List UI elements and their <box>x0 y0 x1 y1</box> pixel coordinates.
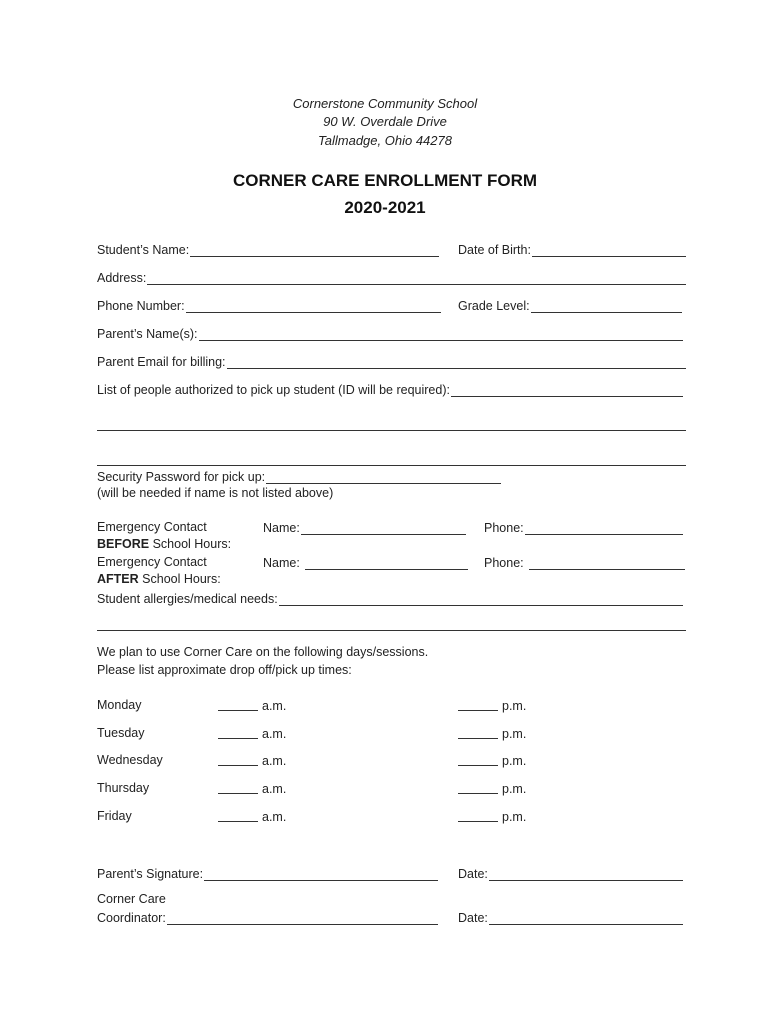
date-of-birth-field[interactable] <box>458 240 686 257</box>
allergies-line[interactable] <box>279 592 683 606</box>
parent-signature-date-field[interactable] <box>458 864 683 881</box>
phone-number-field[interactable] <box>97 296 441 313</box>
emergency-after-label: Emergency Contact <box>97 555 207 569</box>
authorized-pickup-extra-line-1[interactable] <box>97 430 686 431</box>
schedule-intro-line-2: Please list approximate drop off/pick up times: <box>97 663 352 677</box>
authorized-pickup-label: List of people authorized to pick up student (ID will be required): <box>97 383 450 397</box>
emergency-before-label: Emergency Contact <box>97 520 207 534</box>
parent-signature-date-label: Date: <box>458 867 488 881</box>
parent-email-label: Parent Email for billing: <box>97 355 226 369</box>
pm-time-line[interactable] <box>458 753 498 766</box>
day-label: Wednesday <box>97 753 163 767</box>
am-time-line[interactable] <box>218 726 258 739</box>
emergency-after-name-line[interactable] <box>305 556 468 570</box>
parent-signature-label: Parent’s Signature: <box>97 867 204 881</box>
address-field[interactable] <box>97 268 686 285</box>
authorized-pickup-extra-line-2[interactable] <box>97 465 686 466</box>
parent-names-line[interactable] <box>199 327 684 341</box>
am-time-field[interactable] <box>218 753 286 769</box>
coordinator-date-field[interactable] <box>458 908 683 925</box>
am-label: a.m. <box>262 754 287 768</box>
parent-email-line[interactable] <box>227 355 686 369</box>
day-label: Monday <box>97 698 142 712</box>
parent-names-field[interactable] <box>97 324 683 341</box>
pm-time-line[interactable] <box>458 698 498 711</box>
am-time-field[interactable] <box>218 781 286 797</box>
address-label: Address: <box>97 271 147 285</box>
am-time-line[interactable] <box>218 809 258 822</box>
am-time-line[interactable] <box>218 698 258 711</box>
authorized-pickup-line[interactable] <box>451 383 683 397</box>
school-city: Tallmadge, Ohio 44278 <box>318 133 452 148</box>
day-label: Friday <box>97 809 132 823</box>
emergency-after-phone-label: Phone: <box>484 556 524 570</box>
emergency-before-hours <box>97 537 231 552</box>
security-password-line[interactable] <box>266 470 501 484</box>
am-label: a.m. <box>262 782 287 796</box>
pm-label: p.m. <box>502 782 527 796</box>
emergency-after-phone-field[interactable] <box>484 553 685 570</box>
am-label: a.m. <box>262 699 287 713</box>
date-of-birth-line[interactable] <box>532 243 686 257</box>
date-of-birth-label: Date of Birth: <box>458 243 531 257</box>
parent-email-field[interactable] <box>97 352 686 369</box>
student-name-field[interactable] <box>97 240 439 257</box>
pm-time-field[interactable] <box>458 726 526 742</box>
grade-level-line[interactable] <box>531 299 682 313</box>
pm-time-line[interactable] <box>458 809 498 822</box>
pm-time-line[interactable] <box>458 726 498 739</box>
am-time-line[interactable] <box>218 753 258 766</box>
emergency-before-phone-line[interactable] <box>525 521 683 535</box>
grade-level-field[interactable] <box>458 296 682 313</box>
emergency-before-name-field[interactable] <box>263 518 466 535</box>
emergency-before-name-label: Name: <box>263 521 300 535</box>
parent-names-label: Parent’s Name(s): <box>97 327 198 341</box>
allergies-extra-line[interactable] <box>97 630 686 631</box>
after-school-hours-text: School Hours: <box>142 572 221 586</box>
phone-number-label: Phone Number: <box>97 299 185 313</box>
authorized-pickup-field[interactable] <box>97 380 683 397</box>
am-label: a.m. <box>262 810 287 824</box>
am-time-field[interactable] <box>218 698 286 714</box>
am-time-field[interactable] <box>218 809 286 825</box>
emergency-before-phone-field[interactable] <box>484 518 683 535</box>
after-bold-text: AFTER <box>97 572 139 586</box>
emergency-after-name-label: Name: <box>263 556 300 570</box>
pm-time-field[interactable] <box>458 781 526 797</box>
parent-signature-field[interactable] <box>97 864 438 881</box>
pm-time-field[interactable] <box>458 698 526 714</box>
pm-label: p.m. <box>502 810 527 824</box>
emergency-after-phone-line[interactable] <box>529 556 685 570</box>
allergies-label: Student allergies/medical needs: <box>97 592 278 606</box>
pm-label: p.m. <box>502 727 527 741</box>
coordinator-signature-line[interactable] <box>167 911 438 925</box>
emergency-before-phone-label: Phone: <box>484 521 524 535</box>
allergies-field[interactable] <box>97 589 683 606</box>
student-name-line[interactable] <box>190 243 439 257</box>
pm-time-line[interactable] <box>458 781 498 794</box>
address-line[interactable] <box>147 271 686 285</box>
parent-signature-date-line[interactable] <box>489 867 683 881</box>
coordinator-date-label: Date: <box>458 911 488 925</box>
pm-time-field[interactable] <box>458 753 526 769</box>
security-password-label: Security Password for pick up: <box>97 470 266 484</box>
security-password-field[interactable] <box>97 467 501 484</box>
coordinator-date-line[interactable] <box>489 911 683 925</box>
day-label: Tuesday <box>97 726 145 740</box>
pm-label: p.m. <box>502 754 527 768</box>
form-title: CORNER CARE ENROLLMENT FORM <box>232 171 538 190</box>
school-street: 90 W. Overdale Drive <box>323 114 447 129</box>
pm-time-field[interactable] <box>458 809 526 825</box>
schedule-intro-line-1: We plan to use Corner Care on the following days/sessions. <box>97 645 429 659</box>
pm-label: p.m. <box>502 699 527 713</box>
phone-number-line[interactable] <box>186 299 441 313</box>
before-school-hours-text: School Hours: <box>152 537 232 551</box>
emergency-after-hours <box>97 572 221 587</box>
day-label: Thursday <box>97 781 150 795</box>
school-name: Cornerstone Community School <box>292 96 478 111</box>
grade-level-label: Grade Level: <box>458 299 530 313</box>
am-time-field[interactable] <box>218 726 286 742</box>
am-time-line[interactable] <box>218 781 258 794</box>
coordinator-label-line-2: Coordinator: <box>97 911 166 925</box>
coordinator-signature-field[interactable] <box>97 908 438 925</box>
before-bold-text: BEFORE <box>97 537 150 551</box>
parent-signature-line[interactable] <box>204 867 438 881</box>
emergency-after-name-field[interactable] <box>263 553 468 570</box>
security-password-note: (will be needed if name is not listed above) <box>97 486 334 500</box>
form-year: 2020-2021 <box>344 198 426 217</box>
student-name-label: Student’s Name: <box>97 243 190 257</box>
am-label: a.m. <box>262 727 287 741</box>
coordinator-label-line-1: Corner Care <box>97 892 166 906</box>
emergency-before-name-line[interactable] <box>301 521 466 535</box>
